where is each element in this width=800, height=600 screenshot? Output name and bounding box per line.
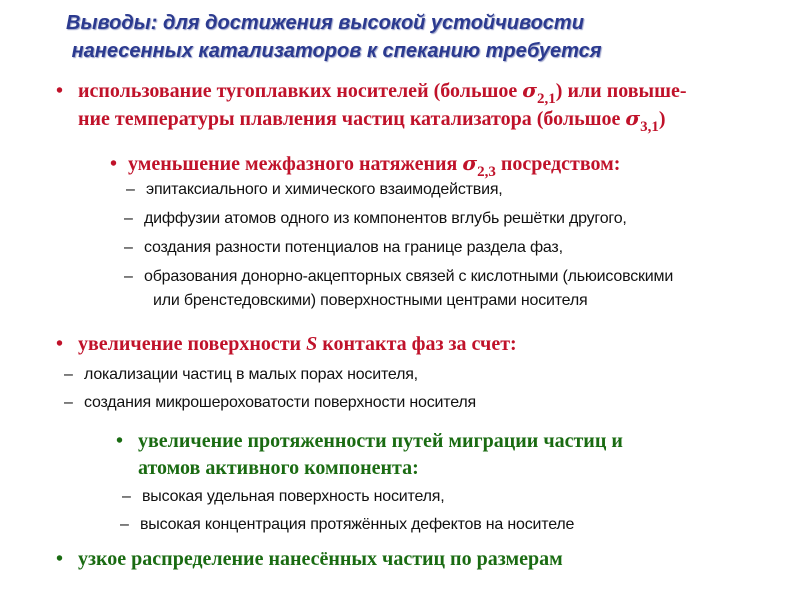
bullet-5-text: узкое распределение нанесённых частиц по размерам: [78, 548, 563, 570]
bullet-2-item-3: [124, 239, 563, 257]
bullet-2-item-3-text: создания разности потенциалов на границе раздела фаз,: [144, 239, 563, 256]
bullet-marker: •: [56, 333, 64, 355]
sigma-subscript-2-1: 2,1: [537, 91, 556, 107]
bullet-3-item-1: [64, 366, 418, 384]
bullet-marker: •: [56, 80, 64, 102]
variable-s: S: [306, 333, 318, 355]
dash-marker: –: [64, 366, 73, 383]
title-line-1: Выводы: для достижения высокой устойчивости: [66, 12, 584, 34]
bullet-3-item-2-text: создания микрошероховатости поверхности носителя: [84, 394, 476, 411]
bullet-3-item-1-text: локализации частиц в малых порах носителя,: [84, 366, 418, 383]
bullet-4-item-1: [122, 488, 445, 506]
bullet-1-text-c: ние температуры плавления частиц катализатора (большое: [78, 108, 626, 130]
bullet-1-line-2: [78, 106, 666, 136]
bullet-2-item-1: [126, 181, 503, 199]
dash-marker: –: [124, 239, 133, 256]
bullet-5: [56, 548, 563, 571]
dash-marker: –: [126, 181, 135, 198]
sigma-symbol: σ: [625, 106, 641, 130]
bullet-2-text-a: уменьшение межфазного натяжения: [128, 153, 463, 175]
sigma-symbol: σ: [462, 151, 478, 175]
bullet-2-item-1-text: эпитаксиального и химического взаимодействия,: [146, 181, 503, 198]
sigma-symbol: σ: [522, 78, 538, 102]
bullet-4-text-a: увеличение протяженности путей миграции частиц и: [138, 430, 623, 452]
sigma-subscript-2-3: 2,3: [477, 164, 496, 180]
bullet-1-text-b: ) или повыше-: [555, 80, 687, 102]
bullet-4-line-1: [116, 430, 623, 453]
bullet-2-item-4: [124, 268, 673, 286]
bullet-4-item-2: [120, 516, 574, 534]
bullet-3-text-a: увеличение поверхности: [78, 333, 307, 355]
bullet-3-text-b: контакта фаз за счет:: [317, 333, 517, 355]
bullet-2-item-4-continued: или бренстедовскими) поверхностными центрами носителя: [153, 292, 588, 309]
title-line-2: [66, 40, 602, 63]
bullet-2-heading: [110, 151, 620, 181]
bullet-marker: •: [56, 548, 64, 570]
bullet-2-text-b: посредством:: [495, 153, 621, 175]
dash-marker: –: [120, 516, 129, 533]
bullet-3-item-2: [64, 394, 476, 412]
dash-marker: –: [64, 394, 73, 411]
title-line-2-text: нанесенных катализаторов к спеканию требуется: [71, 40, 602, 62]
bullet-4-item-2-text: высокая концентрация протяжённых дефектов на носителе: [140, 516, 575, 533]
bullet-marker: •: [110, 153, 118, 175]
bullet-4-line-2: атомов активного компонента:: [138, 457, 419, 479]
bullet-3-heading: [56, 333, 517, 356]
bullet-1-line-1: [56, 78, 687, 108]
bullet-2-item-2-text: диффузии атомов одного из компонентов вглубь решётки другого,: [144, 210, 627, 227]
bullet-4-item-1-text: высокая удельная поверхность носителя,: [142, 488, 445, 505]
bullet-2-item-4-text: образования донорно-акцепторных связей с кислотными (льюисовскими: [144, 268, 674, 285]
dash-marker: –: [122, 488, 131, 505]
dash-marker: –: [124, 210, 133, 227]
bullet-1-text-a: использование тугоплавких носителей (большое: [78, 80, 523, 102]
sigma-subscript-3-1: 3,1: [640, 119, 659, 135]
bullet-marker: •: [116, 430, 124, 452]
dash-marker: –: [124, 268, 133, 285]
bullet-1-text-d: ): [658, 108, 666, 130]
bullet-2-item-2: [124, 210, 627, 228]
